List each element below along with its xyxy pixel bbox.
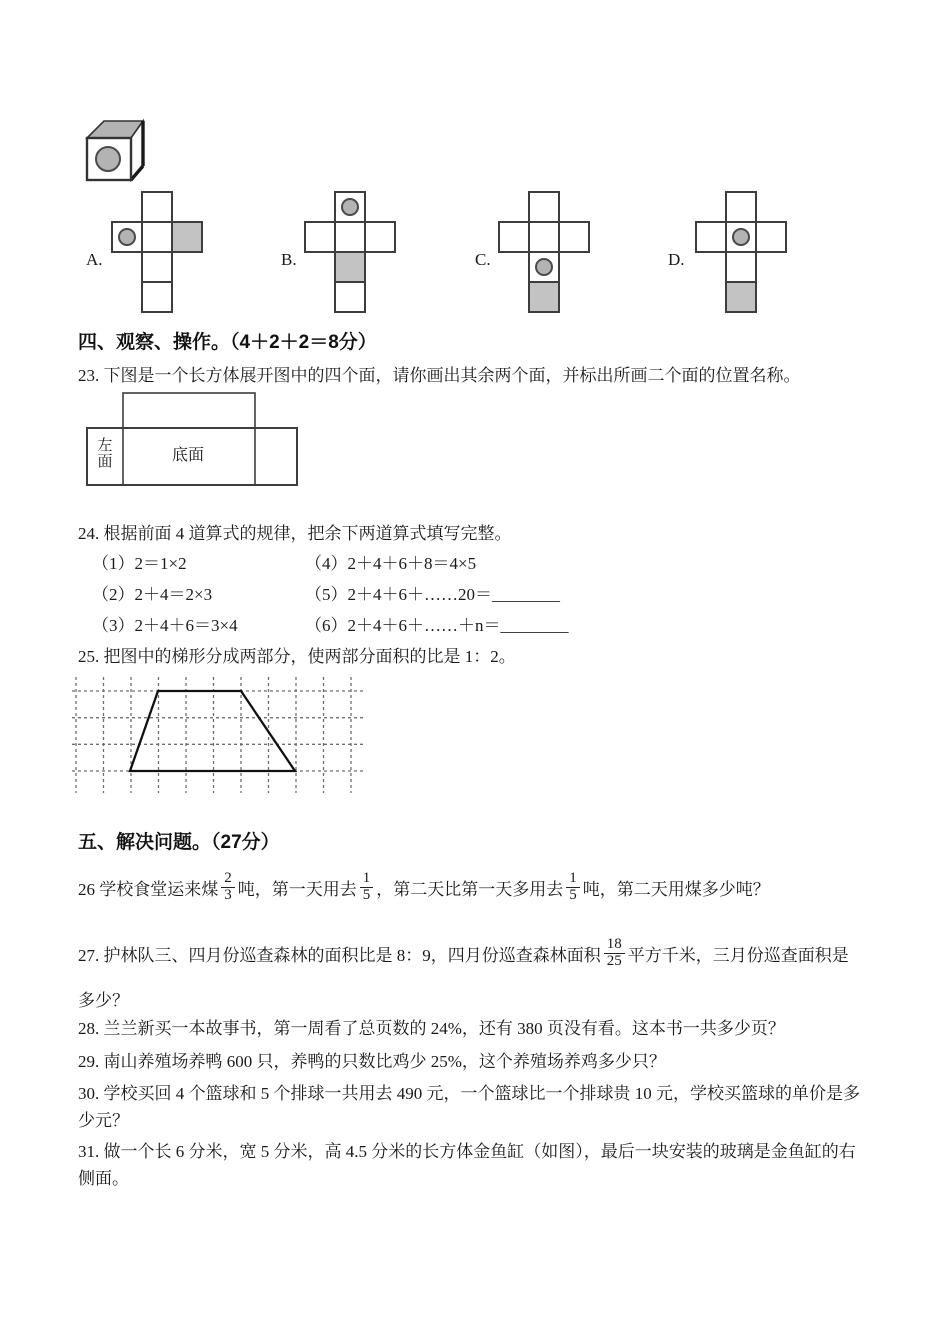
question-28-text: 28. 兰兰新买一本故事书，第一周看了总页数的 24%，还有 380 页没有看。这本书一共多少页？ [78, 1019, 785, 1038]
net-C-cell [528, 281, 560, 313]
net-C-cell [558, 221, 590, 253]
option-label-D: D. [668, 250, 685, 269]
net-B-cell [334, 221, 366, 253]
circle-mark [341, 198, 359, 216]
text-run: 26 学校食堂运来煤 [78, 879, 219, 899]
net-A-cell [141, 191, 173, 223]
question-23-net-diagram [85, 390, 301, 490]
circle-mark [732, 228, 750, 246]
net-D-cell [725, 251, 757, 283]
trapezoid-shape [130, 691, 295, 771]
question-26-text [78, 864, 770, 910]
question-24-text: 24. 根据前面 4 道算式的规律，把余下两道算式填写完整。 [78, 524, 512, 543]
text-run: 吨，第一天用去 [237, 879, 357, 899]
net-A-cell [141, 251, 173, 283]
net-A-cell [111, 221, 143, 253]
fraction: $\frac{1}{5}$ [566, 871, 580, 904]
fraction: $\frac{18}{25}$ [604, 937, 625, 970]
net-A-cell [171, 221, 203, 253]
equation-1: （1）2＝1×2 [92, 554, 187, 573]
equation-3: （3）2＋4＋6＝3×4 [92, 616, 238, 635]
question-25-text: 25. 把图中的梯形分成两部分，使两部分面积的比是 1：2。 [78, 647, 516, 666]
equation-6: （6）2＋4＋6＋……＋n＝________ [305, 616, 569, 635]
option-label-A: A. [86, 250, 103, 269]
dashed-grid [72, 677, 364, 793]
cube-circle-mark [96, 147, 120, 171]
net-D-cell [755, 221, 787, 253]
question-31-line1: 31. 做一个长 6 分米，宽 5 分米，高 4.5 分米的长方体金鱼缸（如图），最后一块安装的玻璃是金鱼缸的右 [78, 1142, 856, 1161]
net-C-cell [528, 191, 560, 223]
question-23-text: 23. 下图是一个长方体展开图中的四个面，请你画出其余两个面，并标出所画二个面的位置名称。 [78, 366, 801, 385]
net-D-cell [695, 221, 727, 253]
net-B-cell [334, 191, 366, 223]
equation-2: （2）2＋4＝2×3 [92, 585, 213, 604]
question-27-line1 [78, 930, 849, 976]
net-D-cell [725, 221, 757, 253]
section-4-heading: 四、观察、操作。（4＋2＋2＝8分） [78, 332, 377, 353]
net-B-cell [334, 251, 366, 283]
net-A-cell [141, 221, 173, 253]
text-run: 平方千米，三月份巡查面积是 [627, 945, 849, 965]
net-A-cell [141, 281, 173, 313]
question-30-line1: 30. 学校买回 4 个篮球和 5 个排球一共用去 490 元，一个篮球比一个排球贵 10 元，学校买篮球的单价是多 [78, 1084, 860, 1103]
bottom-face-label: 底面 [172, 447, 205, 464]
net-C-cell [498, 221, 530, 253]
section-5-heading: 五、解决问题。（27分） [78, 832, 280, 853]
fraction: $\frac{1}{5}$ [360, 871, 374, 904]
question-31-line2: 侧面。 [78, 1169, 129, 1188]
text-run: 吨，第二天用煤多少吨？ [582, 879, 770, 899]
net-D-cell [725, 281, 757, 313]
question-25-grid-figure [70, 672, 370, 802]
text-run: ，第二天比第一天多用去 [376, 879, 564, 899]
question-29-text: 29. 南山养殖场养鸭 600 只，养鸭的只数比鸡少 25%，这个养殖场养鸡多少只？ [78, 1052, 666, 1071]
circle-mark [118, 228, 136, 246]
fraction: $\frac{2}{3}$ [221, 871, 235, 904]
net-B-cell [304, 221, 336, 253]
text-run: 27. 护林队三、四月份巡查森林的面积比是 8：9，四月份巡查森林面积 [78, 945, 601, 965]
option-label-C: C. [475, 250, 491, 269]
net-D-cell [725, 191, 757, 223]
cube-figure [84, 116, 150, 190]
question-27-line2: 多少？ [78, 991, 129, 1010]
option-label-B: B. [281, 250, 297, 269]
net-C-cell [528, 251, 560, 283]
net-B-cell [334, 281, 366, 313]
equation-4: （4）2＋4＋6＋8＝4×5 [305, 554, 477, 573]
left-face-label: 左面 [97, 438, 113, 470]
net-C-cell [528, 221, 560, 253]
equation-5: （5）2＋4＋6＋……20＝________ [305, 585, 560, 604]
question-30-line2: 少元？ [78, 1111, 129, 1130]
circle-mark [535, 258, 553, 276]
net-B-cell [364, 221, 396, 253]
